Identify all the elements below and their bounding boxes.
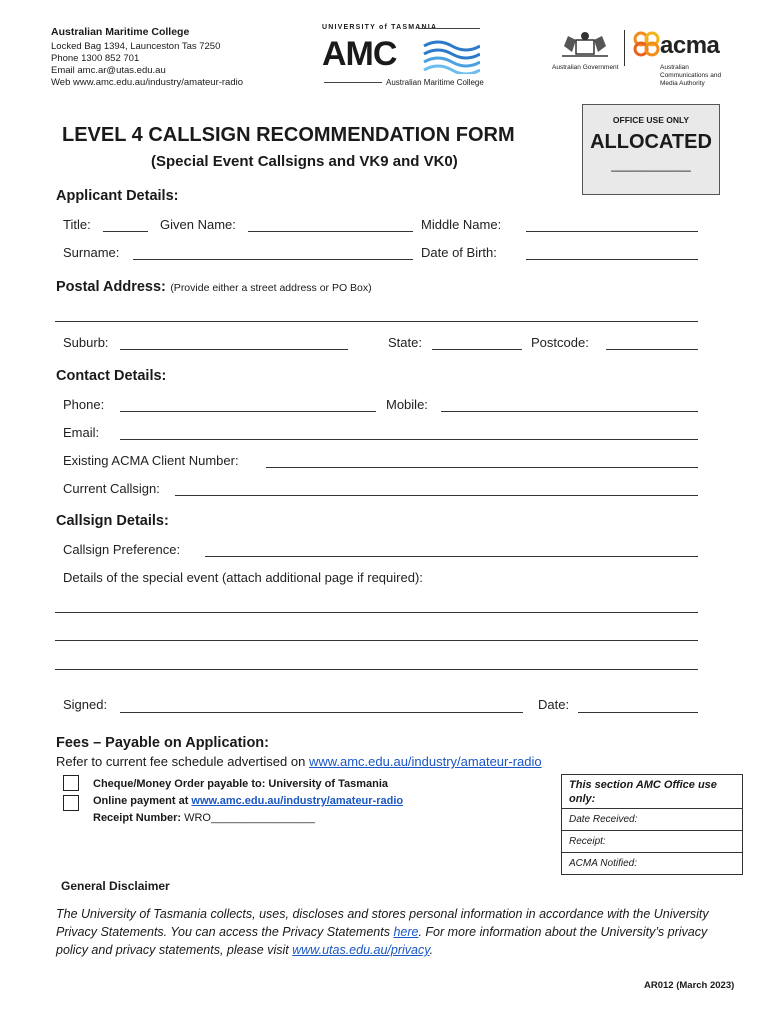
org-web: Web www.amc.edu.au/industry/amateur-radio (51, 77, 244, 88)
callsign-preference-label: Callsign Preference: (63, 542, 181, 557)
amc-logo (322, 24, 484, 90)
event-details-line-3[interactable] (55, 669, 698, 670)
mobile-field[interactable] (441, 411, 698, 412)
acma-notified-cell[interactable]: ACMA Notified: (561, 853, 743, 875)
date-received-cell[interactable]: Date Received: (561, 809, 743, 831)
online-payment-link[interactable]: www.amc.edu.au/industry/amateur-radio (191, 795, 404, 807)
postcode-field[interactable] (606, 349, 698, 350)
client-number-field[interactable] (266, 467, 698, 468)
receipt-number-row (93, 812, 315, 824)
event-details-line-2[interactable] (55, 640, 698, 641)
online-payment-row (93, 795, 403, 807)
header-contact-block (51, 26, 243, 89)
online-payment-text: Online payment at (93, 795, 192, 807)
state-field[interactable] (432, 349, 522, 350)
amc-sub: Australian Maritime College (386, 78, 484, 87)
amc-office-title: This section AMC Office use only: (561, 774, 743, 809)
suburb-field[interactable] (120, 349, 348, 350)
form-subtitle: (Special Event Callsigns and VK9 and VK0) (151, 153, 458, 170)
mobile-label: Mobile: (386, 397, 428, 412)
disclaimer-text-1: The University of Tasmania collects, uses, discloses and stores personal information in accordance with the University Privacy Statements. You can access the Privacy Statements (56, 907, 709, 939)
disclaimer-text-2: . For more information about the University’s privacy policy and privacy statements, please visit (56, 925, 708, 957)
amc-wordmark: AMC (322, 35, 397, 73)
applicant-heading: Applicant Details: (56, 188, 179, 204)
given-name-label: Given Name: (160, 217, 236, 232)
signed-label: Signed: (63, 697, 108, 712)
disclaimer-heading: General Disclaimer (61, 879, 170, 893)
dob-field[interactable] (526, 259, 698, 260)
event-details-label: Details of the special event (attach additional page if required): (63, 570, 423, 585)
phone-field[interactable] (120, 411, 376, 412)
postal-note: (Provide either a street address or PO Box) (170, 282, 372, 294)
dob-label: Date of Birth: (421, 245, 497, 260)
current-callsign-label: Current Callsign: (63, 481, 160, 496)
form-code: AR012 (March 2023) (644, 980, 735, 991)
fees-refer-link[interactable]: www.amc.edu.au/industry/amateur-radio (308, 754, 542, 769)
allocated-blank: ___________ (611, 157, 691, 172)
date-field[interactable] (578, 712, 698, 713)
acma-wordmark: acma (660, 32, 720, 59)
org-name: Australian Maritime College (51, 26, 190, 38)
disclaimer-text-3: . (429, 943, 434, 957)
office-use-box (582, 104, 720, 195)
gov-label: Australian Government (552, 64, 619, 71)
org-address: Locked Bag 1394, Launceston Tas 7250 (51, 41, 221, 52)
postal-address-field[interactable] (55, 321, 698, 322)
event-details-line-1[interactable] (55, 612, 698, 613)
date-label: Date: (538, 697, 570, 712)
title-field[interactable] (103, 231, 148, 232)
fees-refer-row (56, 754, 542, 769)
cheque-checkbox[interactable] (63, 775, 79, 791)
postal-heading: Postal Address: (56, 279, 166, 295)
office-use-title: OFFICE USE ONLY (612, 115, 690, 125)
acma-sub: Australian Communications and Media Authority (660, 64, 722, 87)
online-payment-checkbox[interactable] (63, 795, 79, 811)
current-callsign-field[interactable] (175, 495, 698, 496)
phone-label: Phone: (63, 397, 105, 412)
utas-label: UNIVERSITY of TASMANIA (322, 24, 438, 31)
org-email: Email amc.ar@utas.edu.au (51, 65, 166, 76)
waves-icon (422, 38, 480, 74)
acma-logo (632, 28, 742, 90)
fees-refer-text: Refer to current fee schedule advertised on (56, 754, 309, 769)
cheque-label: Cheque/Money Order payable to: University of Tasmania (93, 778, 389, 790)
disclaimer-text (56, 905, 728, 959)
middle-name-label: Middle Name: (421, 217, 502, 232)
title-label: Title: (63, 217, 91, 232)
amc-office-table (561, 774, 743, 875)
client-number-label: Existing ACMA Client Number: (63, 453, 239, 468)
privacy-here-link[interactable]: here (393, 925, 419, 939)
callsign-heading: Callsign Details: (56, 513, 169, 529)
surname-label: Surname: (63, 245, 120, 260)
allocated-label: ALLOCATED (590, 131, 712, 153)
signature-field[interactable] (120, 712, 523, 713)
suburb-label: Suburb: (63, 335, 109, 350)
crest-icon (552, 30, 618, 60)
receipt-cell[interactable]: Receipt: (561, 831, 743, 853)
contact-heading: Contact Details: (56, 368, 167, 384)
org-phone: Phone 1300 852 701 (51, 53, 140, 64)
form-title: LEVEL 4 CALLSIGN RECOMMENDATION FORM (62, 124, 515, 146)
receipt-number-label: Receipt Number: (93, 812, 182, 824)
receipt-number-value[interactable]: WRO_________________ (184, 812, 315, 824)
surname-field[interactable] (133, 259, 413, 260)
privacy-link[interactable]: www.utas.edu.au/privacy (292, 943, 430, 957)
fees-heading: Fees – Payable on Application: (56, 735, 269, 751)
gov-crest (552, 30, 619, 71)
acma-rings-icon (632, 30, 662, 58)
state-label: State: (388, 335, 422, 350)
callsign-preference-field[interactable] (205, 556, 698, 557)
middle-name-field[interactable] (526, 231, 698, 232)
postcode-label: Postcode: (531, 335, 589, 350)
postal-heading-row (56, 278, 372, 296)
email-field[interactable] (120, 439, 698, 440)
email-label: Email: (63, 425, 100, 440)
given-name-field[interactable] (248, 231, 413, 232)
